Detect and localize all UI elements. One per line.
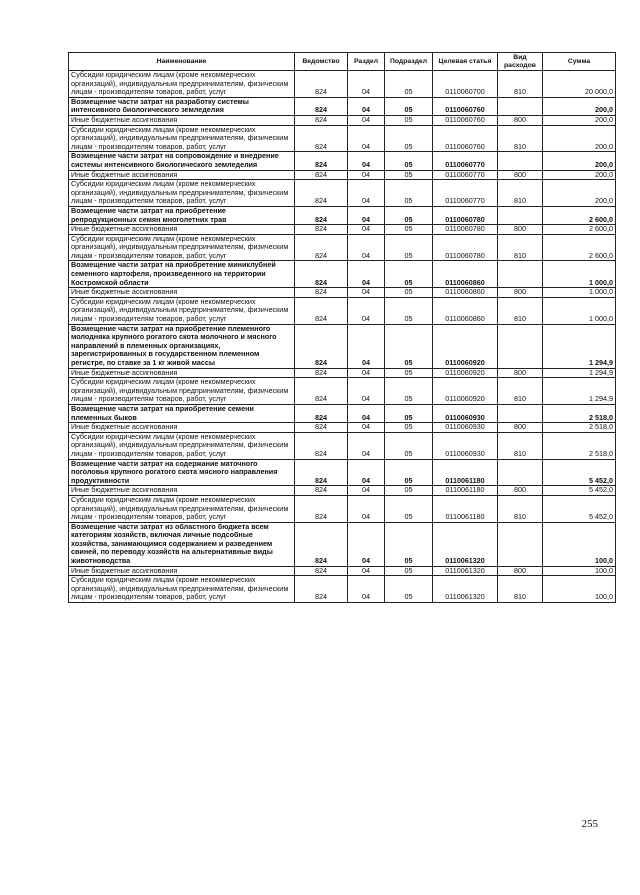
cell-expense-type: 810 xyxy=(498,297,543,324)
cell-target: 0110060760 xyxy=(433,97,498,115)
cell-name: Субсидии юридическим лицам (кроме некоммерческих организаций), индивидуальным предпринимателям, физическим лицам - производителям товаров, работ, услуг xyxy=(69,495,295,522)
cell-amount: 1 000,0 xyxy=(543,297,616,324)
cell-expense-type xyxy=(498,459,543,486)
cell-target: 0110060770 xyxy=(433,152,498,170)
cell-expense-type: 810 xyxy=(498,495,543,522)
cell-target: 0110060700 xyxy=(433,71,498,98)
cell-dept: 824 xyxy=(295,170,348,180)
cell-section: 04 xyxy=(348,459,385,486)
cell-name: Иные бюджетные ассигнования xyxy=(69,288,295,298)
cell-amount: 2 518,0 xyxy=(543,432,616,459)
cell-target: 0110060770 xyxy=(433,180,498,207)
cell-subsection: 05 xyxy=(385,288,433,298)
table-row xyxy=(69,324,616,368)
table-row xyxy=(69,206,616,224)
table-row xyxy=(69,152,616,170)
cell-expense-type xyxy=(498,404,543,422)
cell-name: Возмещение части затрат из областного бюджета всем категориям хозяйств, включая личные подсобные хозяйства, занимающимся содержанием и разведением свиней, по переводу хозяйств на альтернативные виды животноводства xyxy=(69,522,295,566)
cell-expense-type: 800 xyxy=(498,115,543,125)
cell-dept: 824 xyxy=(295,576,348,603)
cell-amount: 200,0 xyxy=(543,152,616,170)
cell-target: 0110060930 xyxy=(433,432,498,459)
cell-subsection: 05 xyxy=(385,125,433,152)
cell-amount: 2 600,0 xyxy=(543,206,616,224)
cell-amount: 200,0 xyxy=(543,97,616,115)
cell-amount: 2 600,0 xyxy=(543,225,616,235)
cell-amount: 5 452,0 xyxy=(543,495,616,522)
cell-target: 0110061180 xyxy=(433,459,498,486)
cell-target: 0110060770 xyxy=(433,170,498,180)
cell-name: Субсидии юридическим лицам (кроме некоммерческих организаций), индивидуальным предпринимателям, физическим лицам - производителям товаров, работ, услуг xyxy=(69,576,295,603)
cell-subsection: 05 xyxy=(385,234,433,261)
cell-name: Иные бюджетные ассигнования xyxy=(69,368,295,378)
cell-name: Иные бюджетные ассигнования xyxy=(69,566,295,576)
cell-subsection: 05 xyxy=(385,97,433,115)
cell-target: 0110060920 xyxy=(433,378,498,405)
cell-name: Возмещение части затрат на сопровождение и внедрение системы интенсивного биологического земледелия xyxy=(69,152,295,170)
budget-table xyxy=(68,52,616,603)
cell-name: Субсидии юридическим лицам (кроме некоммерческих организаций), индивидуальным предпринимателям, физическим лицам - производителям товаров, работ, услуг xyxy=(69,180,295,207)
table-row xyxy=(69,234,616,261)
cell-section: 04 xyxy=(348,234,385,261)
table-header-row xyxy=(69,53,616,71)
cell-name: Субсидии юридическим лицам (кроме некоммерческих организаций), индивидуальным предпринимателям, физическим лицам - производителям товаров, работ, услуг xyxy=(69,432,295,459)
cell-amount: 20 000,0 xyxy=(543,71,616,98)
header-expense-type: Вид расходов xyxy=(498,53,543,71)
cell-target: 0110060930 xyxy=(433,404,498,422)
cell-subsection: 05 xyxy=(385,368,433,378)
cell-section: 04 xyxy=(348,495,385,522)
cell-amount: 5 452,0 xyxy=(543,459,616,486)
table-row xyxy=(69,576,616,603)
cell-dept: 824 xyxy=(295,486,348,496)
cell-dept: 824 xyxy=(295,378,348,405)
table-row xyxy=(69,404,616,422)
cell-target: 0110061320 xyxy=(433,566,498,576)
cell-subsection: 05 xyxy=(385,378,433,405)
cell-name: Иные бюджетные ассигнования xyxy=(69,486,295,496)
cell-target: 0110060920 xyxy=(433,324,498,368)
cell-expense-type xyxy=(498,206,543,224)
table-row xyxy=(69,115,616,125)
cell-dept: 824 xyxy=(295,115,348,125)
cell-expense-type: 810 xyxy=(498,125,543,152)
cell-name: Субсидии юридическим лицам (кроме некоммерческих организаций), индивидуальным предпринимателям, физическим лицам - производителям товаров, работ, услуг xyxy=(69,71,295,98)
cell-name: Возмещение части затрат на приобретение племенного молодняка крупного рогатого скота молочного и мясного направлений в племенных организациях, зарегистрированных в государственном племенном регистре, по ставке за 1 кг живой массы xyxy=(69,324,295,368)
cell-subsection: 05 xyxy=(385,522,433,566)
cell-name: Субсидии юридическим лицам (кроме некоммерческих организаций), индивидуальным предпринимателям, физическим лицам - производителям товаров, работ, услуг xyxy=(69,125,295,152)
cell-section: 04 xyxy=(348,71,385,98)
cell-subsection: 05 xyxy=(385,115,433,125)
header-dept: Ведомство xyxy=(295,53,348,71)
cell-expense-type: 800 xyxy=(498,368,543,378)
cell-amount: 100,0 xyxy=(543,522,616,566)
cell-section: 04 xyxy=(348,170,385,180)
cell-expense-type xyxy=(498,97,543,115)
cell-subsection: 05 xyxy=(385,324,433,368)
cell-subsection: 05 xyxy=(385,404,433,422)
cell-expense-type: 810 xyxy=(498,234,543,261)
cell-target: 0110060760 xyxy=(433,115,498,125)
cell-amount: 200,0 xyxy=(543,115,616,125)
cell-amount: 200,0 xyxy=(543,125,616,152)
cell-section: 04 xyxy=(348,522,385,566)
cell-expense-type: 800 xyxy=(498,170,543,180)
cell-dept: 824 xyxy=(295,368,348,378)
cell-section: 04 xyxy=(348,152,385,170)
cell-expense-type: 810 xyxy=(498,576,543,603)
cell-section: 04 xyxy=(348,432,385,459)
cell-subsection: 05 xyxy=(385,206,433,224)
table-body xyxy=(69,71,616,603)
cell-amount: 5 452,0 xyxy=(543,486,616,496)
cell-dept: 824 xyxy=(295,152,348,170)
cell-subsection: 05 xyxy=(385,180,433,207)
cell-name: Возмещение части затрат на разработку системы интенсивного биологического земледелия xyxy=(69,97,295,115)
cell-target: 0110060930 xyxy=(433,423,498,433)
cell-name: Возмещение части затрат на приобретение семени племенных быков xyxy=(69,404,295,422)
table-row xyxy=(69,180,616,207)
cell-subsection: 05 xyxy=(385,566,433,576)
header-target: Целевая статья xyxy=(433,53,498,71)
header-amount: Сумма xyxy=(543,53,616,71)
cell-section: 04 xyxy=(348,180,385,207)
cell-section: 04 xyxy=(348,324,385,368)
cell-subsection: 05 xyxy=(385,576,433,603)
cell-name: Иные бюджетные ассигнования xyxy=(69,170,295,180)
cell-subsection: 05 xyxy=(385,495,433,522)
cell-amount: 1 294,9 xyxy=(543,368,616,378)
cell-dept: 824 xyxy=(295,206,348,224)
cell-target: 0110060920 xyxy=(433,368,498,378)
cell-dept: 824 xyxy=(295,423,348,433)
cell-expense-type: 810 xyxy=(498,432,543,459)
header-section: Раздел xyxy=(348,53,385,71)
cell-expense-type: 800 xyxy=(498,225,543,235)
table-row xyxy=(69,97,616,115)
cell-section: 04 xyxy=(348,115,385,125)
cell-name: Субсидии юридическим лицам (кроме некоммерческих организаций), индивидуальным предпринимателям, физическим лицам - производителям товаров, работ, услуг xyxy=(69,378,295,405)
cell-dept: 824 xyxy=(295,234,348,261)
cell-section: 04 xyxy=(348,576,385,603)
cell-subsection: 05 xyxy=(385,423,433,433)
cell-subsection: 05 xyxy=(385,297,433,324)
cell-dept: 824 xyxy=(295,180,348,207)
cell-expense-type: 800 xyxy=(498,486,543,496)
cell-dept: 824 xyxy=(295,288,348,298)
table-row xyxy=(69,423,616,433)
cell-dept: 824 xyxy=(295,566,348,576)
cell-section: 04 xyxy=(348,378,385,405)
cell-section: 04 xyxy=(348,368,385,378)
cell-name: Субсидии юридическим лицам (кроме некоммерческих организаций), индивидуальным предпринимателям, физическим лицам - производителям товаров, работ, услуг xyxy=(69,234,295,261)
cell-section: 04 xyxy=(348,97,385,115)
cell-dept: 824 xyxy=(295,297,348,324)
cell-amount: 200,0 xyxy=(543,180,616,207)
cell-dept: 824 xyxy=(295,225,348,235)
cell-dept: 824 xyxy=(295,125,348,152)
cell-amount: 100,0 xyxy=(543,566,616,576)
table-row xyxy=(69,432,616,459)
cell-target: 0110060860 xyxy=(433,288,498,298)
cell-target: 0110060760 xyxy=(433,125,498,152)
cell-expense-type: 810 xyxy=(498,378,543,405)
cell-section: 04 xyxy=(348,261,385,288)
table-row xyxy=(69,297,616,324)
cell-target: 0110060780 xyxy=(433,225,498,235)
cell-subsection: 05 xyxy=(385,225,433,235)
table-row xyxy=(69,378,616,405)
cell-dept: 824 xyxy=(295,261,348,288)
table-row xyxy=(69,495,616,522)
cell-subsection: 05 xyxy=(385,432,433,459)
cell-target: 0110061180 xyxy=(433,486,498,496)
cell-dept: 824 xyxy=(295,459,348,486)
cell-dept: 824 xyxy=(295,71,348,98)
table-row xyxy=(69,522,616,566)
cell-dept: 824 xyxy=(295,97,348,115)
cell-section: 04 xyxy=(348,125,385,152)
cell-name: Иные бюджетные ассигнования xyxy=(69,115,295,125)
cell-dept: 824 xyxy=(295,404,348,422)
cell-subsection: 05 xyxy=(385,152,433,170)
cell-section: 04 xyxy=(348,206,385,224)
table-row xyxy=(69,71,616,98)
cell-expense-type xyxy=(498,324,543,368)
cell-expense-type xyxy=(498,261,543,288)
cell-dept: 824 xyxy=(295,522,348,566)
cell-section: 04 xyxy=(348,297,385,324)
cell-target: 0110061180 xyxy=(433,495,498,522)
table-row xyxy=(69,486,616,496)
cell-amount: 2 600,0 xyxy=(543,234,616,261)
cell-amount: 2 518,0 xyxy=(543,404,616,422)
cell-expense-type: 800 xyxy=(498,423,543,433)
page-number: 255 xyxy=(581,818,598,830)
cell-amount: 200,0 xyxy=(543,170,616,180)
cell-subsection: 05 xyxy=(385,261,433,288)
cell-section: 04 xyxy=(348,225,385,235)
cell-dept: 824 xyxy=(295,495,348,522)
cell-name: Иные бюджетные ассигнования xyxy=(69,225,295,235)
cell-target: 0110061320 xyxy=(433,522,498,566)
table-row xyxy=(69,125,616,152)
cell-name: Иные бюджетные ассигнования xyxy=(69,423,295,433)
cell-name: Субсидии юридическим лицам (кроме некоммерческих организаций), индивидуальным предпринимателям, физическим лицам - производителям товаров, работ, услуг xyxy=(69,297,295,324)
cell-expense-type xyxy=(498,522,543,566)
cell-target: 0110061320 xyxy=(433,576,498,603)
cell-name: Возмещение части затрат на приобретение миниклубней семенного картофеля, произведенного на территории Костромской области xyxy=(69,261,295,288)
cell-dept: 824 xyxy=(295,324,348,368)
table-row xyxy=(69,459,616,486)
cell-expense-type: 810 xyxy=(498,180,543,207)
cell-amount: 1 294,9 xyxy=(543,378,616,405)
cell-section: 04 xyxy=(348,288,385,298)
cell-section: 04 xyxy=(348,486,385,496)
cell-target: 0110060780 xyxy=(433,206,498,224)
cell-subsection: 05 xyxy=(385,71,433,98)
cell-amount: 100,0 xyxy=(543,576,616,603)
table-row xyxy=(69,261,616,288)
cell-name: Возмещение части затрат на содержание маточного поголовья крупного рогатого скота мясного направления продуктивности xyxy=(69,459,295,486)
header-name: Наименование xyxy=(69,53,295,71)
table-row xyxy=(69,288,616,298)
cell-target: 0110060780 xyxy=(433,234,498,261)
cell-amount: 1 294,9 xyxy=(543,324,616,368)
cell-amount: 1 000,0 xyxy=(543,261,616,288)
cell-expense-type: 800 xyxy=(498,566,543,576)
cell-section: 04 xyxy=(348,566,385,576)
header-subsection: Подраздел xyxy=(385,53,433,71)
cell-amount: 2 518,0 xyxy=(543,423,616,433)
cell-subsection: 05 xyxy=(385,486,433,496)
cell-target: 0110060860 xyxy=(433,297,498,324)
cell-subsection: 05 xyxy=(385,170,433,180)
cell-dept: 824 xyxy=(295,432,348,459)
cell-subsection: 05 xyxy=(385,459,433,486)
table-row xyxy=(69,225,616,235)
cell-section: 04 xyxy=(348,423,385,433)
cell-name: Возмещение части затрат на приобретение репродукционных семян многолетних трав xyxy=(69,206,295,224)
cell-target: 0110060860 xyxy=(433,261,498,288)
cell-amount: 1 000,0 xyxy=(543,288,616,298)
cell-expense-type xyxy=(498,152,543,170)
cell-section: 04 xyxy=(348,404,385,422)
cell-expense-type: 810 xyxy=(498,71,543,98)
cell-expense-type: 800 xyxy=(498,288,543,298)
